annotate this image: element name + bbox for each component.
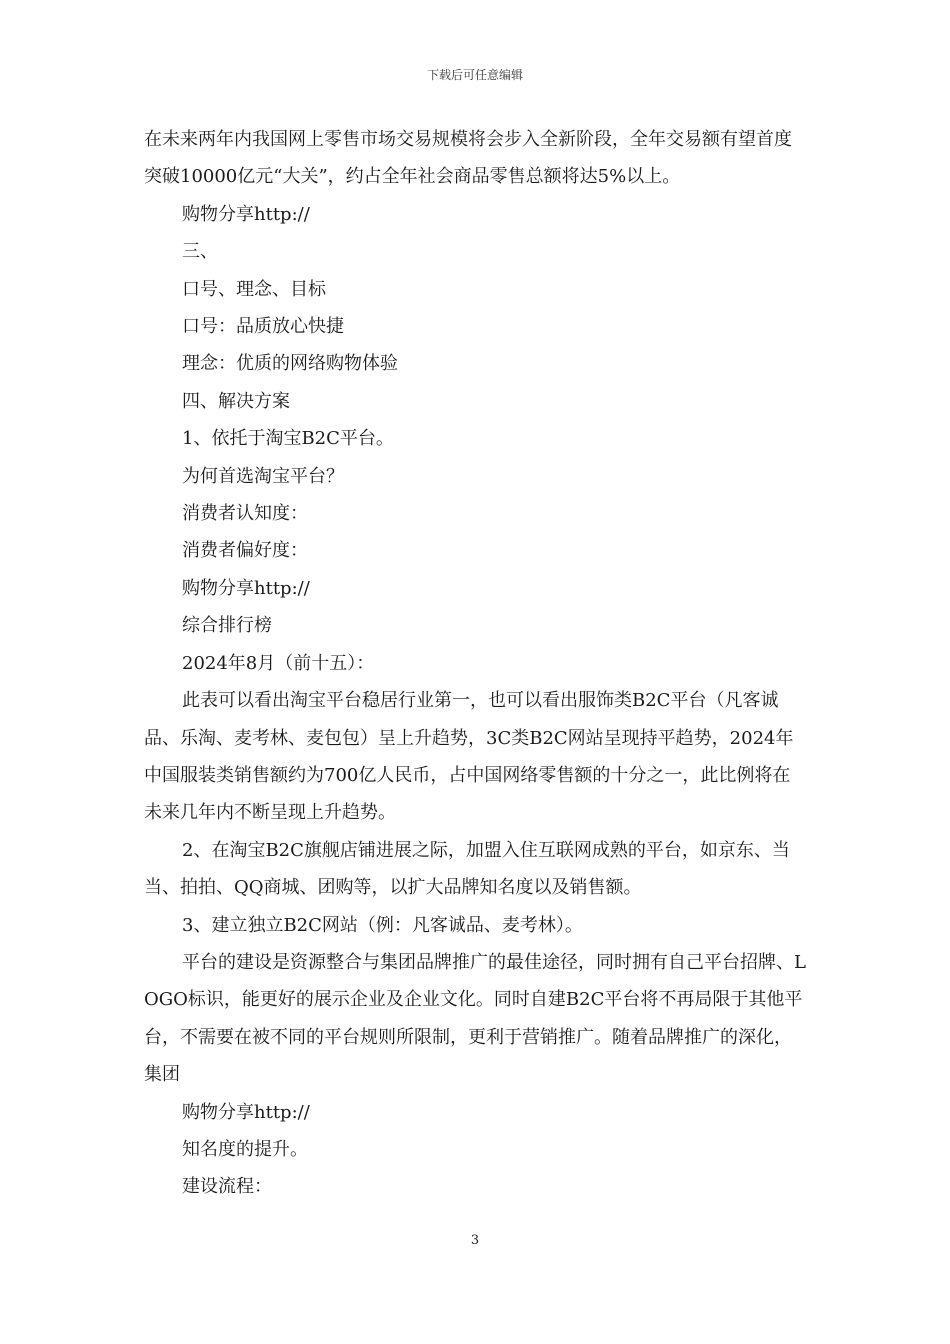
section-heading-four: 四、解决方案 <box>182 390 290 412</box>
section-heading-three: 三、 <box>182 241 218 263</box>
paragraph-why-taobao: 为何首选淘宝平台？ <box>182 465 344 487</box>
paragraph-solution-three: 3、建立独立B2C网站（例：凡客诚品、麦考林）。 <box>182 914 583 936</box>
document-body <box>144 121 806 1206</box>
paragraph-solution-one: 1、依托于淘宝B2C平台。 <box>182 428 394 450</box>
paragraph-preference: 消费者偏好度： <box>182 540 308 562</box>
paragraph-share-link: 购物分享http:// <box>182 203 310 225</box>
paragraph-philosophy: 理念：优质的网络购物体验 <box>182 353 398 375</box>
paragraph-slogan: 口号：品质放心快捷 <box>182 316 344 338</box>
paragraph-awareness: 消费者认知度： <box>182 503 308 525</box>
page-number: 3 <box>470 1233 480 1248</box>
page-header: 下载后可任意编辑 <box>426 68 523 82</box>
paragraph-table-analysis: 此表可以看出淘宝平台稳居行业第一，也可以看出服饰类B2C平台（凡客诚品、乐淘、麦考林、麦包包）呈上升趋势，3C类B2C网站呈现持平趋势，2024年中国服装类销售额约为700亿人民币，占中国网络零售额的十分之一，此比例将在未来几年内不断呈现上升趋势。 <box>144 690 794 824</box>
paragraph-share-link: 购物分享http:// <box>182 1101 310 1123</box>
paragraph-platform-building: 平台的建设是资源整合与集团品牌推广的最佳途径，同时拥有自己平台招牌、LOGO标识，能更好的展示企业及企业文化。同时自建B2C平台将不再局限于其他平台，不需要在被不同的平台规则所限制，更利于营销推广。随着品牌推广的深化，集团 <box>144 951 806 1086</box>
paragraph-ranking: 综合排行榜 <box>182 615 272 637</box>
paragraph-market-scale: 在未来两年内我国网上零售市场交易规模将会步入全新阶段，全年交易额有望首度突破10000亿元“大关”，约占全年社会商品零售总额将达5%以上。 <box>144 129 792 188</box>
paragraph-share-link: 购物分享http:// <box>182 577 310 599</box>
paragraph-date: 2024年8月（前十五）： <box>182 652 375 674</box>
paragraph-build-process: 建设流程： <box>182 1176 272 1198</box>
paragraph-solution-two: 2、在淘宝B2C旗舰店铺进展之际，加盟入住互联网成熟的平台，如京东、当当、拍拍、QQ商城、团购等，以扩大品牌知名度以及销售额。 <box>144 839 790 899</box>
paragraph-visibility: 知名度的提升。 <box>182 1138 308 1160</box>
paragraph-slogan-heading: 口号、理念、目标 <box>182 278 326 300</box>
